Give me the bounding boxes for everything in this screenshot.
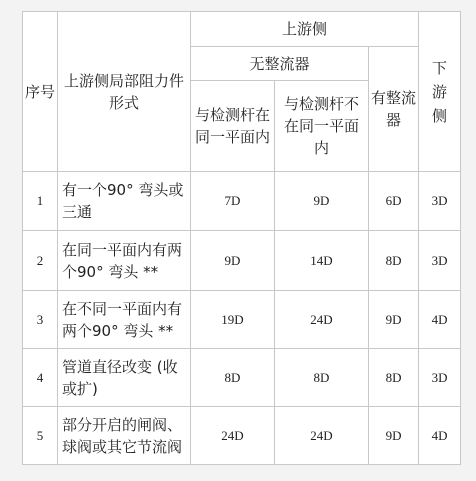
row-form: 管道直径改变 (收 或扩) xyxy=(58,349,191,407)
table-row xyxy=(23,291,461,349)
row-not-same-plane: 24D xyxy=(275,291,369,349)
row-index: 2 xyxy=(23,231,58,291)
row-with-straightener: 8D xyxy=(369,349,419,407)
row-index: 3 xyxy=(23,291,58,349)
row-form: 在同一平面内有两 个90° 弯头 ** xyxy=(58,231,191,291)
row-same-plane: 7D xyxy=(191,172,275,231)
table-row xyxy=(23,231,461,291)
row-downstream: 3D xyxy=(419,349,461,407)
row-not-same-plane: 9D xyxy=(275,172,369,231)
row-index: 1 xyxy=(23,172,58,231)
row-index: 5 xyxy=(23,407,58,465)
row-same-plane: 24D xyxy=(191,407,275,465)
row-with-straightener: 6D xyxy=(369,172,419,231)
row-with-straightener: 8D xyxy=(369,231,419,291)
row-same-plane: 8D xyxy=(191,349,275,407)
row-same-plane: 9D xyxy=(191,231,275,291)
header-upstream-form: 上游侧局部阻力件 形式 xyxy=(58,12,191,172)
row-form: 有一个90° 弯头或 三通 xyxy=(58,172,191,231)
row-with-straightener: 9D xyxy=(369,291,419,349)
header-upstream: 上游侧 xyxy=(191,12,419,47)
row-with-straightener: 9D xyxy=(369,407,419,465)
requirements-table xyxy=(22,11,461,465)
row-same-plane: 19D xyxy=(191,291,275,349)
table-row xyxy=(23,172,461,231)
row-not-same-plane: 24D xyxy=(275,407,369,465)
header-not-same-plane: 与检测杆不 在同一平面 内 xyxy=(275,81,369,172)
row-downstream: 4D xyxy=(419,407,461,465)
table-row xyxy=(23,349,461,407)
header-same-plane: 与检测杆在 同一平面内 xyxy=(191,81,275,172)
table-row xyxy=(23,407,461,465)
row-form: 部分开启的闸阀、 球阀或其它节流阀 xyxy=(58,407,191,465)
row-not-same-plane: 8D xyxy=(275,349,369,407)
row-form: 在不同一平面内有 两个90° 弯头 ** xyxy=(58,291,191,349)
row-not-same-plane: 14D xyxy=(275,231,369,291)
row-downstream: 3D xyxy=(419,172,461,231)
header-no-straightener: 无整流器 xyxy=(191,47,369,81)
row-downstream: 4D xyxy=(419,291,461,349)
row-downstream: 3D xyxy=(419,231,461,291)
header-downstream: 下 游 侧 xyxy=(419,12,461,172)
header-index: 序号 xyxy=(23,12,58,172)
header-with-straightener: 有整流 器 xyxy=(369,47,419,172)
row-index: 4 xyxy=(23,349,58,407)
